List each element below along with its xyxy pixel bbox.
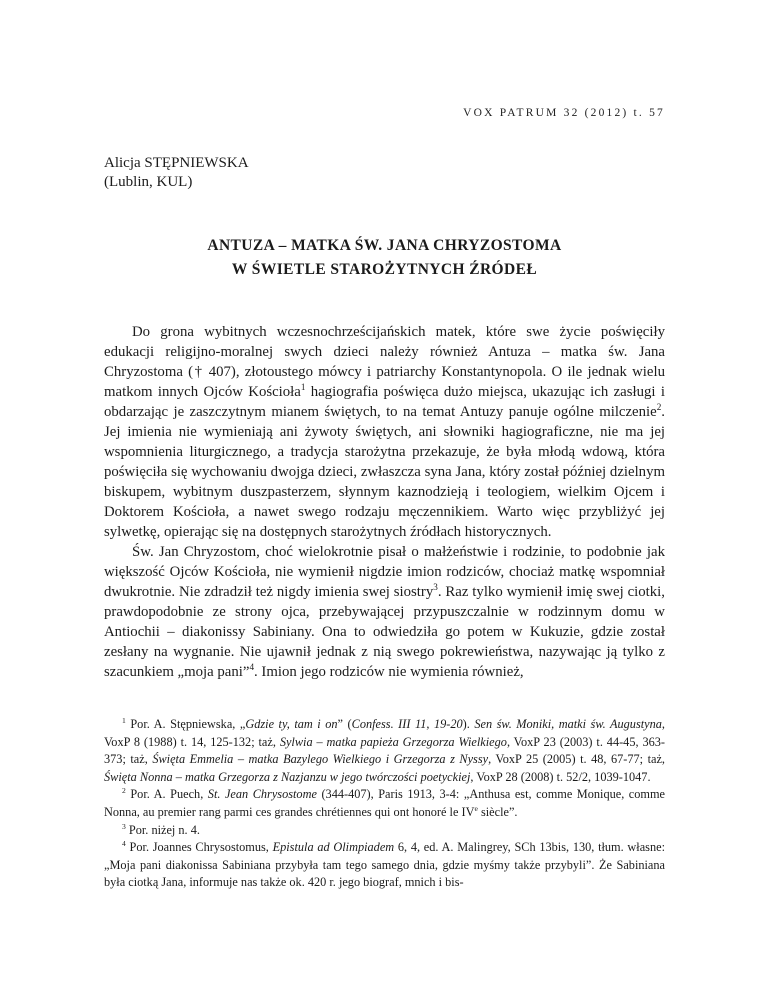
footnote: $^2$ Por. A. Puech, St. Jean Chrysostome (344-407), Paris 1913, 3-4: „Anthusa est, comme Monique, comme Nonna, au premier rang parmi ces grandes chrétiennes qui ont honoré le IVe siècle”. [104,786,666,819]
article-body [104,322,665,682]
footnote: $^1$ Por. A. Stępniewska, „Gdzie ty, tam i on” (Confess. III 11, 19-20). Sen św. Moniki, matki św. Augustyna, VoxP 8 (1988) t. 14, 125-132; taż, Sylwia – matka papieża Grzegorza Wielkiego, VoxP 23 (2003) t. 44-45, 363-373; taż, Święta Emmelia – matka Bazylego Wielkiego i Grzegorza z Nyssy, VoxP 25 (2005) t. 48, 67-77; taż, Święta Nonna – matka Grzegorza z Nazjanzu w jego twórczości poetyckiej, VoxP 28 (2008) t. 52/2, 1039-1047. [104,715,665,784]
article-title-line-1: ANTUZA – MATKA ŚW. JANA CHRYZOSTOMA [207,237,562,254]
journal-header: VOX PATRUM 32 (2012) t. 57 [463,107,665,119]
body-paragraph: Św. Jan Chryzostom, choć wielokrotnie pisał o małżeństwie i rodzinie, to podobnie jak większość Ojców Kościoła, nie wymienił nigdzie imion rodziców, chociaż matkę wspomniał dwukrotnie. Nie zdradził też nigdy imienia swej siostry$^3$. Raz tylko wymienił imię swej ciotki, prawdopodobnie ze strony ojca, przebywającej przypuszczalnie w rodzinnym domu w Antiochii – diakonissy Sabiniany. Ona to odwiedziła go potem w Kukuzie, gdzie został zesłany na wygnanie. Nie ujawnił jednak z nią swego pokrewieństwa, nazywając ją tylko z szacunkiem „moja pani”$^4$. Imion jego rodziców nie wymienia również, [104,544,665,680]
article-title-line-2: W ŚWIETLE STAROŻYTNYCH ŹRÓDEŁ [231,261,538,278]
author-affiliation: (Lublin, KUL) [104,174,193,190]
author-block [104,154,665,192]
footnote: $^4$ Por. Joannes Chrysostomus, Epistula ad Olimpiadem 6, 4, ed. A. Malingrey, SCh 13bis, 130, tłum. własne: „Moja pani diakonissa Sabiniana przybyła tam tego samego dnia, gdzie myśmy także przybyli”. Że Sabiniana była ciotką Jana, informuje nas także ok. 420 r. jego biograf, mnich i bis- [104,839,665,890]
body-paragraph: Do grona wybitnych wczesnochrześcijańskich matek, które swe życie poświęciły edukacji religijno-moralnej swych dzieci należy również Antuza – matka św. Jana Chryzostoma († 407), złotoustego mówcy i patriarchy Konstantynopola. O ile jednak wielu matkom innych Ojców Kościoła$^1$ hagiografia poświęca dużo miejsca, ukazując ich zasługi i obdarzając je zaszczytnym mianem świętych, to na temat Antuzy panuje ogólne milczenie$^2$. Jej imienia nie wymieniają ani żywoty świętych, ani słowniki hagiograficzne, nie ma jej wspomnienia liturgicznego, a tradycja starożytna przekazuje, że była młodą wdową, która poświęciła się wychowaniu dwojga dzieci, zwłaszcza syna Jana, który został później dzielnym biskupem, wybitnym duszpasterzem, słynnym kaznodzieją i teologiem, wielkim Ojcem i Doktorem Kościoła, a nawet swego rodzaju męczennikiem. Warto więc przybliżyć jej sylwetkę, opierając się na dostępnych starożytnych źródłach historycznych. [104,324,665,540]
author-name: Alicja STĘPNIEWSKA [104,155,249,171]
footnote: $^3$ Por. niżej n. 4. [122,821,200,837]
article-title [104,234,665,282]
footnotes-section [104,716,665,892]
